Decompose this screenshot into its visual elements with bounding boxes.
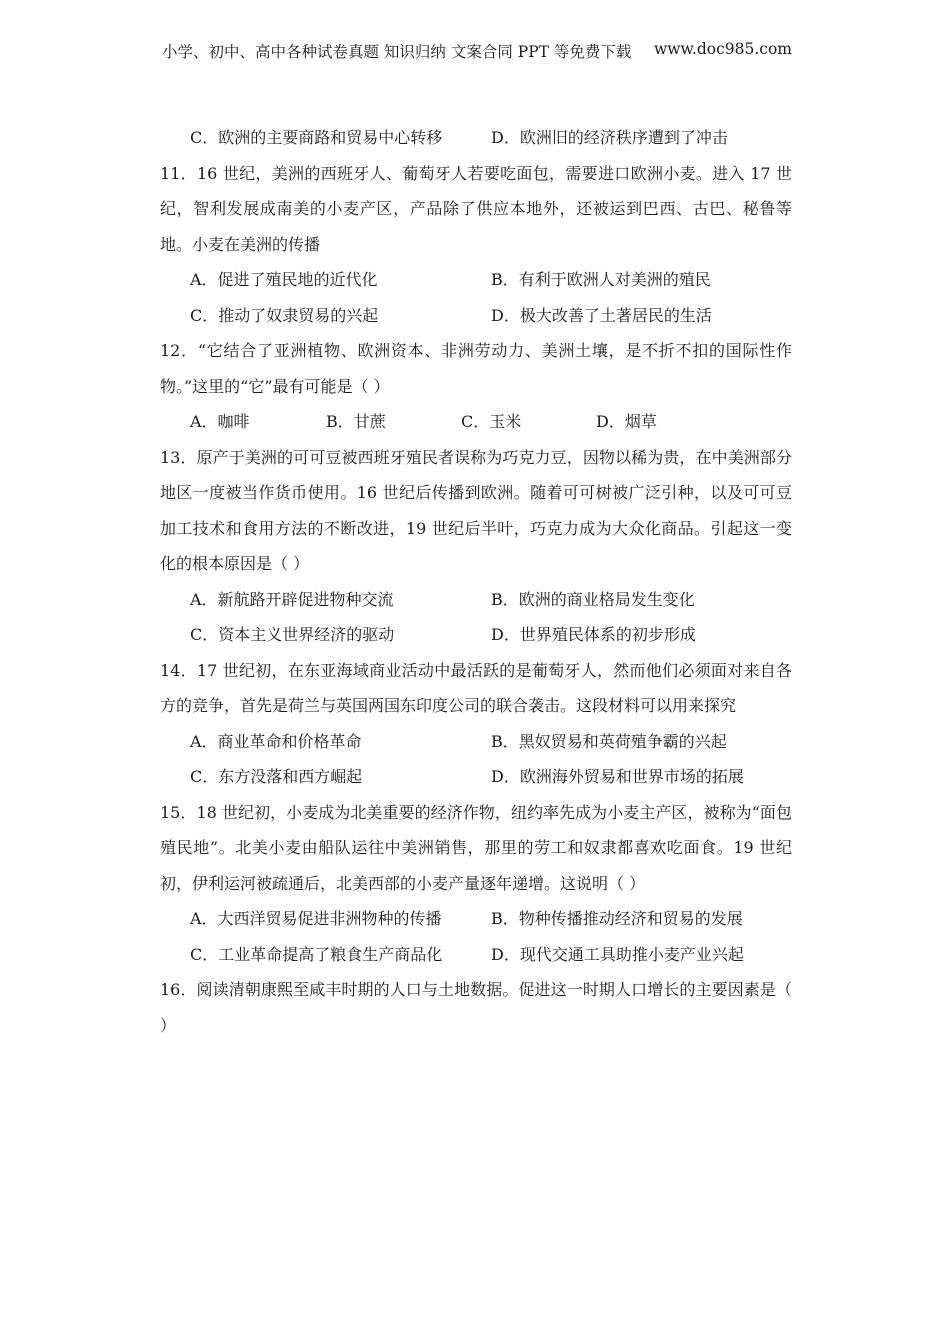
q14-option-b: B．黑奴贸易和英荷殖争霸的兴起 bbox=[491, 731, 727, 751]
q10-option-c: C．欧洲的主要商路和贸易中心转移 bbox=[190, 128, 443, 147]
q13-options-row1 bbox=[160, 582, 792, 618]
q12-option-a: A．咖啡 bbox=[190, 412, 250, 431]
q15-option-a: A．大西洋贸易促进非洲物种的传播 bbox=[190, 909, 442, 928]
q13-stem: 13．原产于美洲的可可豆被西班牙殖民者误称为巧克力豆，因物以稀为贵，在中美洲部分地区一度被当作货币使用。16 世纪后传播到欧洲。随着可可树被广泛引种，以及可可豆加工技术和食用方法的不断改进，19 世纪后半叶，巧克力成为大众化商品。引起这一变化的根本原因是（ ） bbox=[160, 447, 792, 573]
q14-option-c: C．东方没落和西方崛起 bbox=[190, 767, 363, 786]
q15-options-row1 bbox=[160, 901, 792, 937]
q13-option-d: D．世界殖民体系的初步形成 bbox=[491, 625, 696, 644]
exam-content bbox=[160, 120, 792, 1043]
q15-option-d: D．现代交通工具助推小麦产业兴起 bbox=[491, 944, 744, 964]
q13-option-c: C．资本主义世界经济的驱动 bbox=[190, 625, 395, 644]
q12-option-b: B．甘蔗 bbox=[326, 412, 386, 431]
q16-stem: 16．阅读清朝康熙至咸丰时期的人口与土地数据。促进这一时期人口增长的主要因素是（ ） bbox=[160, 980, 792, 1035]
q11-options-row2 bbox=[160, 298, 792, 334]
q11-option-d: D．极大改善了土著居民的生活 bbox=[491, 305, 712, 325]
q13-options-row2 bbox=[160, 617, 792, 653]
q12-stem: 12．“它结合了亚洲植物、欧洲资本、非洲劳动力、美洲土壤，是不折不扣的国际性作物。”这里的“它”最有可能是（ ） bbox=[160, 341, 792, 396]
q14-option-a: A．商业革命和价格革命 bbox=[190, 731, 362, 751]
q11-options-row1 bbox=[160, 262, 792, 298]
q11-stem: 11．16 世纪，美洲的西班牙人、葡萄牙人若要吃面包，需要进口欧洲小麦。进入 17 世纪，智利发展成南美的小麦产区，产品除了供应本地外，还被运到巴西、古巴、秘鲁等地。小麦在美洲的传播 bbox=[160, 163, 792, 254]
page-header bbox=[162, 40, 792, 62]
header-website: www.doc985.com bbox=[653, 40, 792, 58]
q13-option-a: A．新航路开辟促进物种交流 bbox=[190, 589, 394, 609]
q14-options-row2 bbox=[160, 759, 792, 795]
q12-option-d: D．烟草 bbox=[596, 412, 657, 431]
q10-options bbox=[160, 120, 792, 156]
q15-options-row2 bbox=[160, 937, 792, 973]
q14-stem: 14．17 世纪初，在东亚海域商业活动中最活跃的是葡萄牙人，然而他们必须面对来自各方的竞争，首先是荷兰与英国两国东印度公司的联合袭击。这段材料可以用来探究 bbox=[160, 660, 792, 715]
header-promo-text: 小学、初中、高中各种试卷真题 知识归纳 文案合同 PPT 等免费下载 bbox=[162, 43, 632, 61]
q15-option-b: B．物种传播推动经济和贸易的发展 bbox=[491, 909, 743, 928]
q11-option-a: A．促进了殖民地的近代化 bbox=[190, 270, 378, 289]
q12-option-c: C．玉米 bbox=[461, 412, 522, 431]
q12-options bbox=[160, 404, 792, 440]
q13-option-b: B．欧洲的商业格局发生变化 bbox=[491, 589, 695, 609]
q10-option-d: D．欧洲旧的经济秩序遭到了冲击 bbox=[491, 128, 728, 147]
q11-option-b: B．有利于欧洲人对美洲的殖民 bbox=[491, 270, 711, 289]
q14-option-d: D．欧洲海外贸易和世界市场的拓展 bbox=[491, 767, 744, 786]
q15-option-c: C．工业革命提高了粮食生产商品化 bbox=[190, 944, 443, 964]
q14-options-row1 bbox=[160, 724, 792, 760]
q11-option-c: C．推动了奴隶贸易的兴起 bbox=[190, 305, 379, 325]
q15-stem: 15．18 世纪初，小麦成为北美重要的经济作物，纽约率先成为小麦主产区，被称为“面包殖民地”。北美小麦由船队运往中美洲销售，那里的劳工和奴隶都喜欢吃面食。19 世纪初，伊利运河被疏通后，北美西部的小麦产量逐年递增。这说明（ ） bbox=[160, 802, 792, 893]
